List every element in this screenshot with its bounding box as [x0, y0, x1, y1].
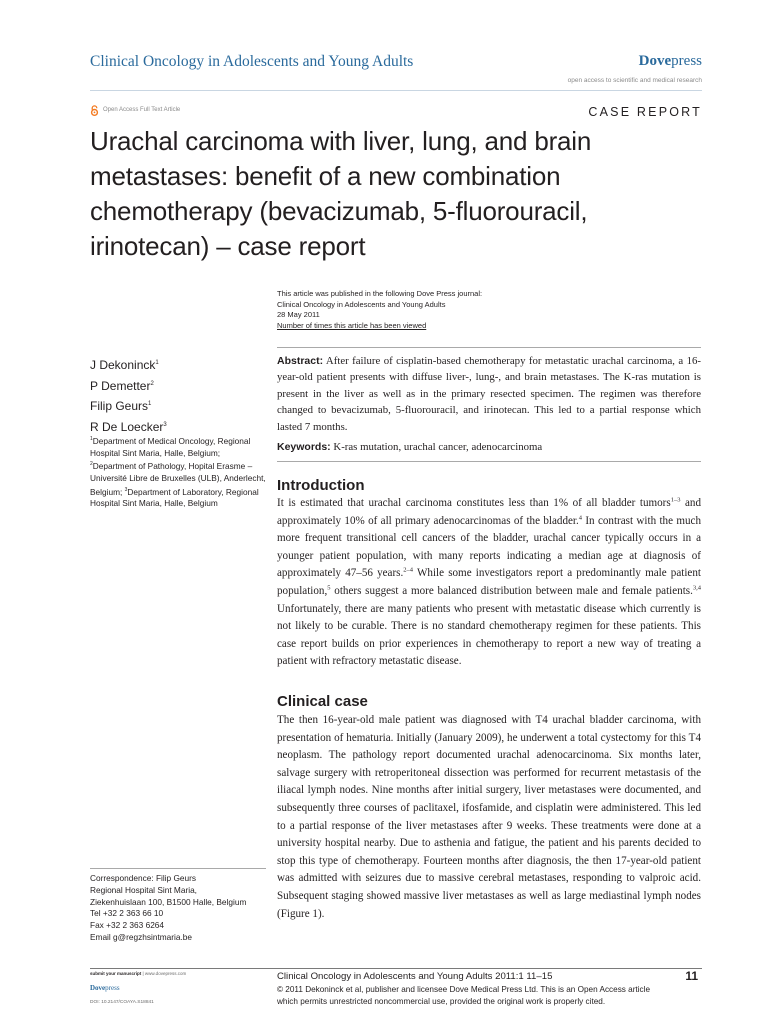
correspondence-address: Regional Hospital Sint Maria,	[90, 884, 197, 895]
correspondence-name: Correspondence: Filip Geurs	[90, 873, 197, 883]
publisher-tagline: open access to scientific and medical research	[567, 77, 702, 84]
author-list	[90, 354, 167, 436]
author: J Dekoninck$^1$	[90, 358, 159, 372]
views-link[interactable]: Number of times this article has been viewed	[277, 320, 427, 330]
article-type: CASE REPORT	[588, 105, 702, 119]
copyright-notice: © 2011 Dekoninck et al, publisher and licensee Dove Medical Press Ltd. This is an Open Access article which permits unrestricted noncommercial use, provided the original work is properly cited.	[277, 985, 650, 1006]
publication-info-journal: Clinical Oncology in Adolescents and Young Adults	[277, 299, 446, 309]
publication-date: 28 May 2011	[277, 310, 320, 319]
clinical-case-paragraph: The then 16-year-old male patient was diagnosed with T4 urachal bladder carcinoma, with presentation of hematuria. Initially (January 2009), he underwent a total cystectomy for this T4 neoplasm. The pathology report documented urachal adenocarcinoma. Six months later, salvage surgery with retroperitoneal dissection was performed for recurrent metastasis of the iliacal lymph nodes. Nine months after initial surgery, liver metastases were documented, and subsequently three courses of paclitaxel, ifosfamide, and cisplatin were administered. This led to a partial response of the liver metastases after 9 weeks. These treatments were done at a university hospital nearby. Due to asthenia and fatigue, the patient and his parents decided to stop this type of chemotherapy. Fourteen months after diagnosis, the then 17-year-old patient was admitted with seizures due to massive cerebral metastases, responding to valproic acid. Subsequent staging showed massive liver metastases as well as large mediastinal lymph nodes (Figure 1).	[277, 714, 701, 920]
section-heading-clinical-case: Clinical case	[277, 693, 368, 710]
correspondence	[90, 873, 246, 944]
author: P Demetter$^2$	[90, 378, 154, 393]
abstract: Abstract: After failure of cisplatin-based chemotherapy for metastatic urachal carcinoma, a 16-year-old patient presents with diffuse liver-, lung-, and brain metastases. The K-ras mutation is present in the liver as well as in the primary resected specimen. The regimen was therefore changed to bevacizumab, 5-fluorouracil, and irinotecan. This led to a partial response which lasted 7 months.	[277, 355, 701, 433]
page-number: 11	[685, 969, 698, 983]
correspondence-tel: Tel +32 2 363 66 10	[90, 908, 164, 919]
article-title: Urachal carcinoma with liver, lung, and brain metastases: benefit of a new combination chemotherapy (bevacizumab, 5-fluorouracil, irinotecan) – case report	[90, 126, 592, 261]
publisher-logo-rest: press	[671, 53, 702, 69]
journal-citation: Clinical Oncology in Adolescents and Young Adults 2011:1 11–15	[277, 971, 553, 982]
introduction-paragraph: It is estimated that urachal carcinoma constitutes less than 1% of all bladder tumors$^{1-3}$ and approximately 10% of all primary adenocarcinomas of the bladder.$^4$ In contrast with the much more frequent transitional cell cancers of the bladder, urachal cancer typically occurs in a younger patient population, with many reports indicating a median age at diagnosis of approximately 47–56 years.$^{2-4}$ While some investigators report a predominantly male patient population,$^5$ others suggest a more balanced distribution between male and female patients.$^{3,4}$ Unfortunately, there are many patients who present with metastatic disease which currently is not likely to be curable. There is no standard chemotherapy regimen for these patients. This case report builds on prior experiences in chemotherapy to report a new way of treating a patient with refractory metastatic disease.	[277, 496, 702, 668]
correspondence-email[interactable]: Email g@regzhsintmaria.be	[90, 931, 193, 942]
header-divider	[90, 90, 702, 91]
publication-info-line: This article was published in the following Dove Press journal:	[277, 289, 483, 298]
correspondence-divider	[90, 868, 266, 869]
correspondence-fax: Fax +32 2 363 6264	[90, 920, 165, 931]
affiliations: $^1$Department of Medical Oncology, Regional Hospital Sint Maria, Halle, Belgium; $^2$Department of Pathology, Hopital Erasme – Université Libre de Bruxelles (ULB), Anderlecht, Belgium; $^3$Department of Laboratory, Regional Hospital Sint Maria, Halle, Belgium	[90, 435, 266, 509]
submit-manuscript-link[interactable]: submit your manuscript | www.dovepress.com	[90, 971, 187, 976]
footer-divider	[90, 968, 702, 969]
publication-info	[277, 289, 482, 331]
publisher-logo-bold: Dove	[638, 53, 672, 69]
open-access-lock-icon	[90, 105, 99, 116]
section-heading-introduction: Introduction	[277, 477, 365, 494]
abstract-box	[277, 347, 701, 462]
correspondence-address: Ziekenhuislaan 100, B1500 Halle, Belgium	[90, 896, 247, 907]
keywords: Keywords: K-ras mutation, urachal cancer, adenocarcinoma	[277, 441, 543, 454]
author: Filip Geurs$^1$	[90, 399, 152, 413]
footer-publisher-logo[interactable]: Dovepress	[90, 984, 120, 992]
open-access-label: Open Access Full Text Article	[103, 107, 181, 113]
author: R De Loecker$^3$	[90, 419, 167, 434]
journal-name[interactable]: Clinical Oncology in Adolescents and Young Adults	[90, 53, 414, 70]
doi: DOI: 10.2147/COAYA.S18841	[90, 1000, 154, 1005]
publisher-logo[interactable]	[639, 53, 702, 70]
